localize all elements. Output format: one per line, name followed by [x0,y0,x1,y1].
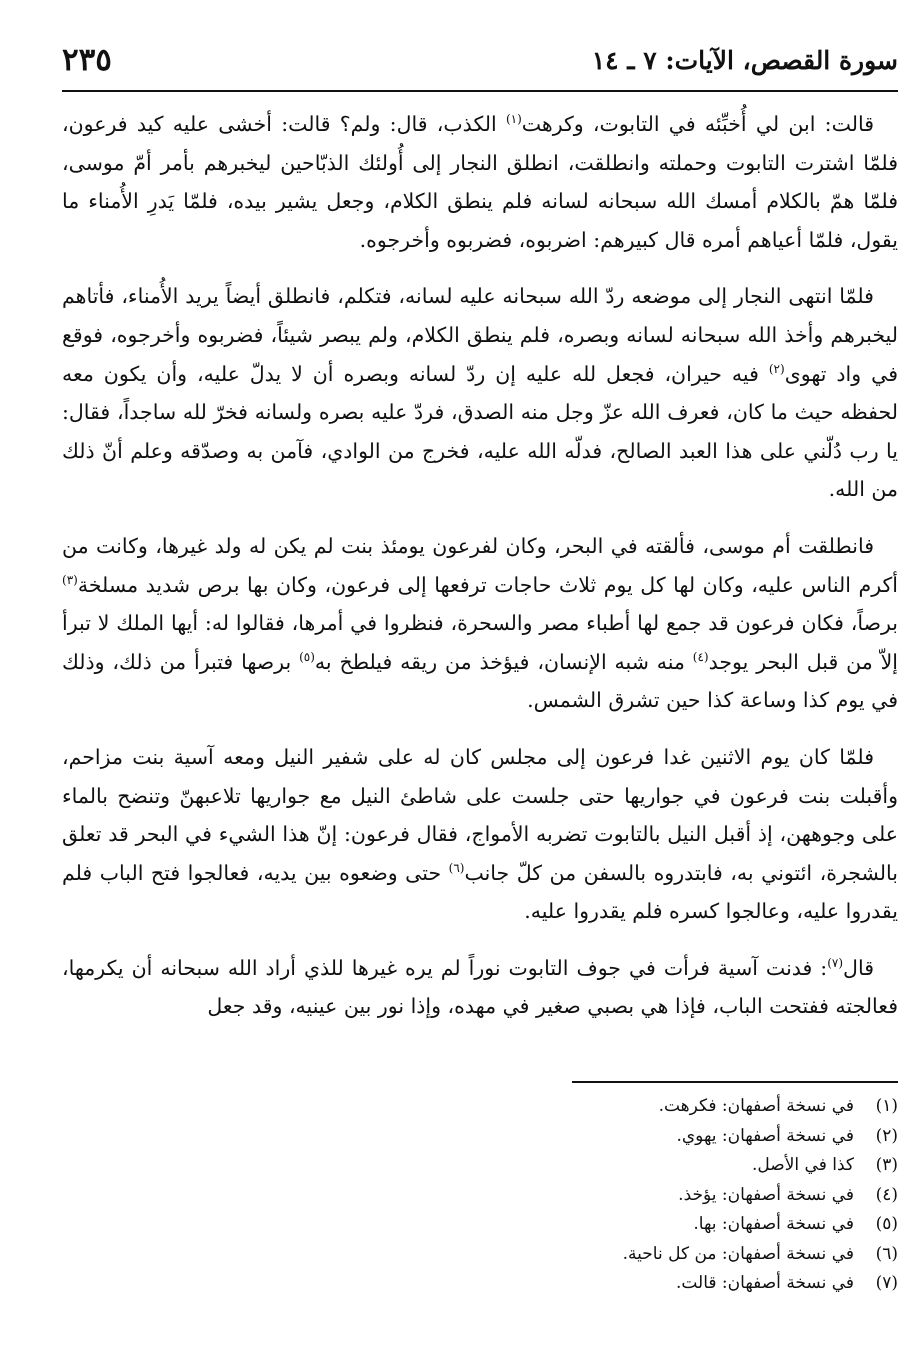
footnote-number: (٣) [875,1155,898,1175]
footnote-ref: (٥) [299,649,315,664]
paragraph [62,738,898,931]
text-run: فيه حيران، فجعل لله عليه إن ردّ لسانه وبصره أن لا يدلّ عليه، وأن يكون معه لحفظه حيث ما كان، فعرف الله عزّ وجل منه الصدق، فردّ عليه بصره ولسانه فخرّ لله ساجداً، فقال: يا رب دُلّني على هذا العبد الصالح، فدلّه الله عليه، فخرج من الوادي، فآمن به وصدّقه وعلم أنّ ذلك من الله. [62,361,898,502]
text-run: قالت: ابن لي أُخبِّئه في التابوت، وكرهت [521,112,874,136]
footnote-separator [572,1081,898,1083]
paragraph [62,527,898,720]
footnote-number: (١) [875,1096,898,1116]
paragraph [62,949,898,1026]
text-run: برصاً، فكان فرعون قد جمع لها أطباء مصر والسحرة، فنظروا في أمرها، فقالوا له: أيها الملك لا تبرأ إلاّ من قبل البحر يوجد [62,611,898,674]
running-head: سورة القصص، الآيات: ٧ ـ ١٤ [591,46,898,75]
footnote-item [62,1210,898,1240]
text-run: برصها فتبرأ من ذلك، وذلك في يوم كذا وساعة كذا حين تشرق الشمس. [62,649,898,713]
footnote-text: في نسخة أصفهان: فكرهت. [658,1096,854,1116]
text-run: الكذب، قال: ولم؟ قالت: أخشى عليه كيد فرعون، فلمّا اشترت التابوت وحملته وانطلقت، انطلق النجار إلى أُولئك الذبّاحين ليخبرهم بأمر أمّ موسى، فلمّا همّ بالكلام أمسك الله سبحانه لسانه فلم ينطق الكلام، وجعل يشير بيده، فلمّا يَدرِ الأُمناء ما يقول، فلمّا أعياهم أمره قال كبيرهم: اضربوه، فضربوه وأخرجوه. [62,112,898,252]
footnote-ref: (٣) [62,572,78,587]
footnote-ref: (٢) [768,361,785,376]
footnote-item [62,1240,898,1270]
text-run: قال [843,955,874,980]
text-run: : فدنت آسية فرأت في جوف التابوت نوراً لم يره غيرها للذي أراد الله سبحانه أن يكرمها، فعالجته ففتحت الباب، فإذا هي بصبي صغير في مهده، وإذا نور بين عينيه، وقد جعل [62,955,898,1019]
body-text [62,105,898,1044]
footnote-item [62,1181,898,1211]
footnote-text: في نسخة أصفهان: من كل ناحية. [622,1243,854,1264]
footnote-text: في نسخة أصفهان: قالت. [675,1273,854,1293]
text-run: فانطلقت أم موسى، فألقته في البحر، وكان لفرعون يومئذ بنت لم يكن له ولد غيرها، وكانت من أكرم الناس عليه، وكان لها كل يوم ثلاث حاجات ترفعها إلى فرعون، وكان بها برص شديد مسلخة [62,533,898,597]
footnote-number: (٥) [875,1214,898,1234]
footnote-ref: (٤) [692,649,709,664]
page-number: ٢٣٥ [62,42,112,78]
footnote-number: (٢) [875,1125,898,1146]
footnote-text: في نسخة أصفهان: بها. [693,1214,854,1234]
footnote-number: (٤) [875,1184,898,1205]
footnote-text: كذا في الأصل. [752,1155,854,1175]
text-run: حتى وضعوه بين يديه، فعالجوا فتح الباب فلم يقدروا عليه، وعالجوا كسره فلم يقدروا عليه. [62,860,898,924]
footnote-text: في نسخة أصفهان: يؤخذ. [678,1184,854,1205]
footnote-text: في نسخة أصفهان: يهوي. [676,1125,854,1146]
footnote-item [62,1151,898,1181]
page-header [62,40,898,92]
paragraph [62,277,898,509]
footnote-item [62,1269,898,1299]
footnotes-list [62,1092,898,1299]
text-run: فلمّا انتهى النجار إلى موضعه ردّ الله سبحانه عليه لسانه، فتكلم، فانطلق أيضاً يريد الأُمناء، فأتاهم ليخبرهم وأخذ الله سبحانه لسانه وبصره، فلم ينطق الكلام، ولم يبصر شيئاً، فضربوه وأخرجوه، فوقع في واد تهوى [62,284,898,386]
text-run: منه شبه الإنسان، فيؤخذ من ريقه فيلطخ به [314,649,693,674]
footnote-item [62,1122,898,1152]
footnote-item [62,1092,898,1122]
footnote-number: (٦) [875,1243,898,1264]
footnote-ref: (١) [505,112,522,127]
footnote-ref: (٧) [827,956,844,971]
footnote-ref: (٦) [448,860,465,875]
text-run: فلمّا كان يوم الاثنين غدا فرعون إلى مجلس كان له على شفير النيل ومعه آسية بنت مزاحم، وأقبلت بنت فرعون في جواريها حتى جلست على شاطئ النيل مع جواريها تلاعبهنّ وتنضح بالماء على وجوههن، إذ أقبل النيل بالتابوت تضربه الأمواج، فقال فرعون: إنّ هذا الشيء في البحر قد تعلق بالشجرة، ائتوني به، فابتدروه بالسفن من كلّ جانب [62,744,898,885]
paragraph [62,105,898,259]
book-page [62,40,898,1340]
footnote-number: (٧) [875,1273,898,1293]
